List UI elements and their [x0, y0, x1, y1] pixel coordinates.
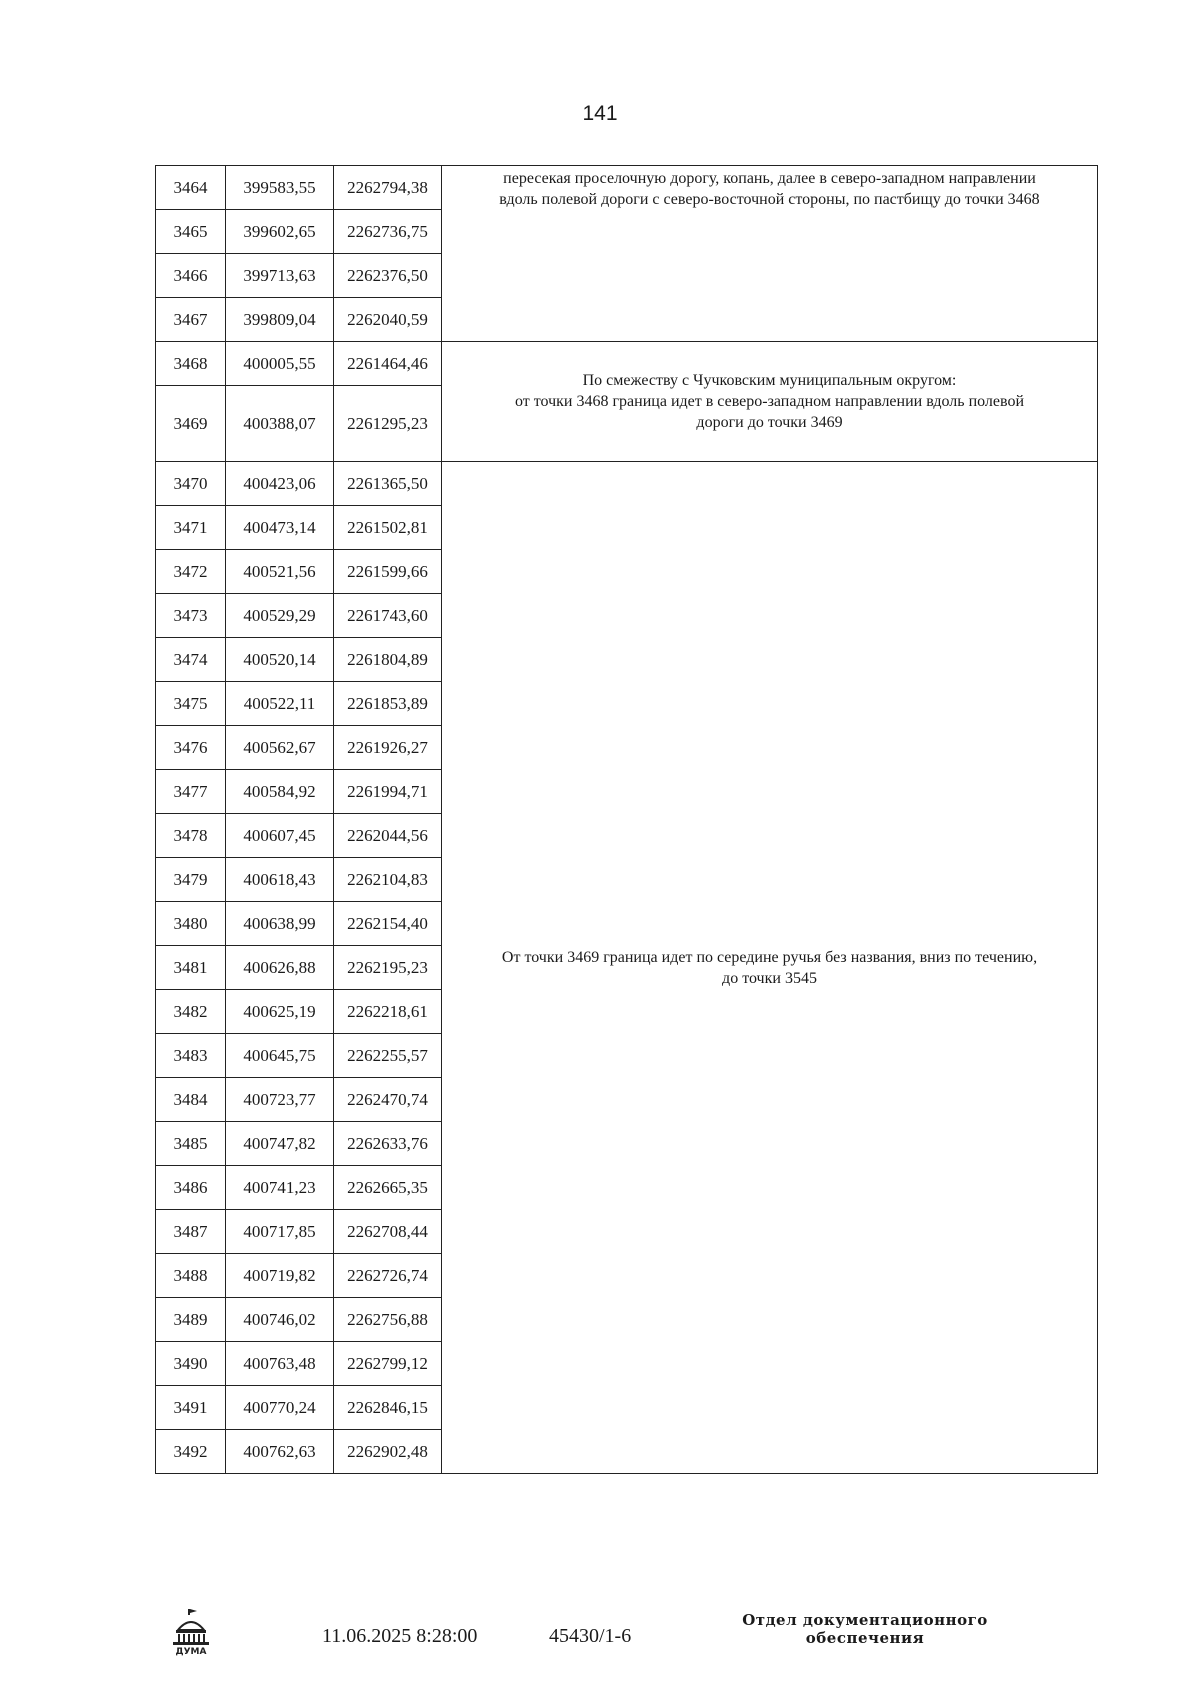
point-number: 3480: [156, 902, 226, 946]
description-line: По смежеству с Чучковским муниципальным округом:: [582, 372, 957, 389]
point-number: 3469: [156, 386, 226, 462]
description-2: [442, 342, 1098, 462]
coord-y: 2262195,23: [334, 946, 442, 990]
point-number: 3482: [156, 990, 226, 1034]
point-number: 3491: [156, 1386, 226, 1430]
coord-y: 2262726,74: [334, 1254, 442, 1298]
coordinates-table: [155, 165, 1098, 1474]
coord-x: 400770,24: [226, 1386, 334, 1430]
point-number: 3468: [156, 342, 226, 386]
coord-y: 2262708,44: [334, 1210, 442, 1254]
table-row: [156, 166, 1098, 210]
description-line: пересекая проселочную дорогу, копань, далее в северо-западном направлении: [503, 170, 1036, 187]
coord-x: 400473,14: [226, 506, 334, 550]
coord-x: 400520,14: [226, 638, 334, 682]
coord-y: 2262040,59: [334, 298, 442, 342]
coord-y: 2262470,74: [334, 1078, 442, 1122]
coord-y: 2261295,23: [334, 386, 442, 462]
description-line: дороги до точки 3469: [696, 414, 843, 431]
coord-y: 2262154,40: [334, 902, 442, 946]
coord-y: 2262736,75: [334, 210, 442, 254]
coord-x: 400423,06: [226, 462, 334, 506]
coord-x: 400529,29: [226, 594, 334, 638]
point-number: 3485: [156, 1122, 226, 1166]
point-number: 3490: [156, 1342, 226, 1386]
page-number: 141: [582, 102, 618, 125]
svg-text:ДУМА: ДУМА: [175, 1647, 207, 1656]
table-row: [156, 342, 1098, 386]
coord-y: 2262794,38: [334, 166, 442, 210]
footer-dept-line2: обеспечения: [805, 1629, 925, 1647]
coord-y: 2261853,89: [334, 682, 442, 726]
coord-x: 400625,19: [226, 990, 334, 1034]
coord-x: 400521,56: [226, 550, 334, 594]
point-number: 3489: [156, 1298, 226, 1342]
description-line: до точки 3545: [722, 969, 817, 987]
coord-y: 2261743,60: [334, 594, 442, 638]
footer-dept-line1: Отдел документационного: [742, 1611, 988, 1629]
coord-y: 2262044,56: [334, 814, 442, 858]
coord-x: 400584,92: [226, 770, 334, 814]
coord-x: 399602,65: [226, 210, 334, 254]
footer-doc-number: 45430/1-6: [549, 1625, 632, 1647]
coord-x: 400717,85: [226, 1210, 334, 1254]
coord-y: 2262846,15: [334, 1386, 442, 1430]
coord-x: 400763,48: [226, 1342, 334, 1386]
point-number: 3464: [156, 166, 226, 210]
point-number: 3466: [156, 254, 226, 298]
coord-y: 2261994,71: [334, 770, 442, 814]
coord-y: 2262756,88: [334, 1298, 442, 1342]
coord-y: 2262902,48: [334, 1430, 442, 1474]
coord-y: 2262104,83: [334, 858, 442, 902]
coord-y: 2262633,76: [334, 1122, 442, 1166]
coord-y: 2261804,89: [334, 638, 442, 682]
coord-x: 400747,82: [226, 1122, 334, 1166]
coord-x: 399713,63: [226, 254, 334, 298]
description-line: от точки 3468 граница идет в северо-западном направлении вдоль полевой: [514, 393, 1025, 410]
coord-y: 2262665,35: [334, 1166, 442, 1210]
point-number: 3476: [156, 726, 226, 770]
point-number: 3481: [156, 946, 226, 990]
point-number: 3470: [156, 462, 226, 506]
coord-x: 399809,04: [226, 298, 334, 342]
coord-y: 2261464,46: [334, 342, 442, 386]
point-number: 3487: [156, 1210, 226, 1254]
coord-x: 400005,55: [226, 342, 334, 386]
coord-x: 400626,88: [226, 946, 334, 990]
description-3: [442, 462, 1098, 1474]
point-number: 3492: [156, 1430, 226, 1474]
coord-x: 400723,77: [226, 1078, 334, 1122]
coord-x: 400741,23: [226, 1166, 334, 1210]
coord-x: 400522,11: [226, 682, 334, 726]
point-number: 3472: [156, 550, 226, 594]
coord-x: 400645,75: [226, 1034, 334, 1078]
point-number: 3484: [156, 1078, 226, 1122]
point-number: 3471: [156, 506, 226, 550]
point-number: 3478: [156, 814, 226, 858]
point-number: 3479: [156, 858, 226, 902]
description-line: вдоль полевой дороги с северо-восточной стороны, по пастбищу до точки 3468: [499, 191, 1040, 208]
coord-x: 400638,99: [226, 902, 334, 946]
coord-y: 2261502,81: [334, 506, 442, 550]
point-number: 3467: [156, 298, 226, 342]
coord-y: 2261926,27: [334, 726, 442, 770]
table-row: [156, 462, 1098, 506]
point-number: 3483: [156, 1034, 226, 1078]
coord-y: 2261365,50: [334, 462, 442, 506]
point-number: 3488: [156, 1254, 226, 1298]
description-line: От точки 3469 граница идет по середине ручья без названия, вниз по течению,: [501, 948, 1038, 966]
coord-y: 2262218,61: [334, 990, 442, 1034]
coord-x: 400562,67: [226, 726, 334, 770]
coord-y: 2262376,50: [334, 254, 442, 298]
coord-x: 400607,45: [226, 814, 334, 858]
coord-x: 400762,63: [226, 1430, 334, 1474]
coord-y: 2261599,66: [334, 550, 442, 594]
point-number: 3475: [156, 682, 226, 726]
coord-y: 2262799,12: [334, 1342, 442, 1386]
point-number: 3486: [156, 1166, 226, 1210]
point-number: 3473: [156, 594, 226, 638]
coord-x: 399583,55: [226, 166, 334, 210]
point-number: 3474: [156, 638, 226, 682]
coord-x: 400746,02: [226, 1298, 334, 1342]
description-1: [442, 166, 1098, 342]
footer-department-stamp: [715, 1611, 1015, 1647]
coord-y: 2262255,57: [334, 1034, 442, 1078]
coord-x: 400618,43: [226, 858, 334, 902]
footer-datetime: 11.06.2025 8:28:00: [322, 1625, 478, 1647]
coord-x: 400388,07: [226, 386, 334, 462]
point-number: 3465: [156, 210, 226, 254]
point-number: 3477: [156, 770, 226, 814]
duma-logo-icon: [170, 1608, 212, 1656]
coord-x: 400719,82: [226, 1254, 334, 1298]
